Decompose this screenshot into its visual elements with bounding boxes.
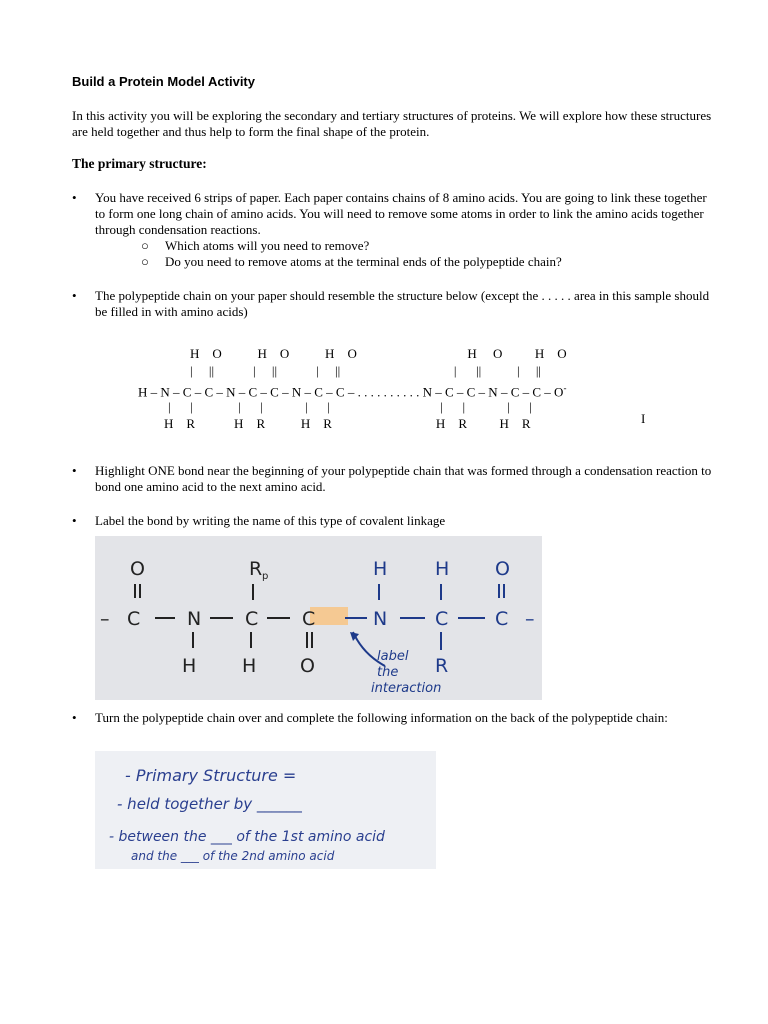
bullet-text: Highlight ONE bond near the beginning of your polypeptide chain that was formed through a condensation reaction to bond one amino acid to the next amino acid.	[95, 463, 712, 494]
intro-paragraph: In this activity you will be exploring the secondary and tertiary structures of proteins. We will explore how these structures are held together and thus help to form the final shape of the protein.	[72, 108, 712, 139]
bullet-text: Turn the polypeptide chain over and complete the following information on the back of the polypeptide chain:	[95, 710, 668, 725]
fig-label: C	[495, 608, 509, 630]
fig-label: H	[373, 558, 388, 580]
bullet-item	[72, 513, 712, 529]
fig-label: H	[242, 655, 257, 677]
fig-dash: –	[525, 608, 535, 630]
structure-line-5: H R H R H R H R H R	[164, 416, 531, 431]
bullet-text: Label the bond by writing the name of this type of covalent linkage	[95, 513, 446, 528]
structure-line-4: | | | | | | | | | |	[168, 399, 533, 414]
fig-label: H	[435, 558, 450, 580]
bullet-item	[72, 710, 712, 726]
fig-label: H	[182, 655, 197, 677]
bullet-dot-icon: •	[72, 463, 77, 478]
fig-label: O	[130, 558, 145, 580]
highlight-mark	[310, 607, 348, 625]
fig-label: N	[187, 608, 202, 630]
peptide-bond-photo	[95, 536, 542, 700]
bullet-text: You have received 6 strips of paper. Each paper contains chains of 8 amino acids. You are going to link these together to form one long chain of amino acids. You will need to remove some atoms in order to link the amino acids together through condensation reactions.	[95, 190, 707, 237]
peptide-bond-figure	[95, 536, 542, 700]
bullet-dot-icon: •	[72, 513, 77, 528]
bullet-dot-icon: •	[72, 710, 77, 725]
notes-line-2: - held together by ______	[117, 795, 302, 813]
fig-label: O	[300, 655, 315, 677]
circle-bullet-icon: ○	[141, 254, 149, 269]
circle-bullet-icon: ○	[141, 238, 149, 253]
sub-bullet-text: Do you need to remove atoms at the terminal ends of the polypeptide chain?	[165, 254, 562, 269]
fig-handwriting: interaction	[371, 681, 442, 696]
sub-bullet-item	[141, 238, 369, 254]
bullet-dot-icon: •	[72, 288, 77, 303]
sub-bullet-item	[141, 254, 562, 270]
fig-handwriting: label	[377, 649, 409, 664]
fig-label: C	[245, 608, 259, 630]
fig-label: O	[495, 558, 510, 580]
stray-character: I	[641, 411, 646, 426]
fig-label: C	[302, 608, 316, 630]
sub-bullet-text: Which atoms will you need to remove?	[165, 238, 370, 253]
fig-label: N	[373, 608, 388, 630]
fig-label: R	[435, 655, 449, 677]
fig-handwriting: the	[377, 665, 399, 680]
notes-line-1: - Primary Structure =	[125, 766, 297, 785]
primary-structure-heading: The primary structure:	[72, 156, 207, 171]
bullet-text: The polypeptide chain on your paper should resemble the structure below (except the . . . . . area in this sample should be filled in with amino acids)	[95, 288, 710, 319]
fig-label: C	[127, 608, 141, 630]
fig-label: C	[435, 608, 449, 630]
fig-label: R	[249, 558, 263, 580]
backbone-tail: -	[563, 383, 567, 393]
fig-label: p	[262, 571, 269, 582]
fig-dash: –	[100, 608, 110, 630]
backbone-text: H – N – C – C – N – C – C – N – C – C – . . . . . . . . . . N – C – C – N – C – C – O	[138, 384, 564, 400]
handwritten-notes-figure	[95, 751, 436, 869]
handwritten-notes-photo	[95, 751, 436, 869]
bullet-item	[72, 190, 712, 238]
structure-line-2: | || | || | || | || | ||	[190, 363, 542, 378]
bullet-dot-icon: •	[72, 190, 77, 205]
bullet-item	[72, 463, 712, 495]
notes-line-4: and the ___ of the 2nd amino acid	[131, 849, 335, 863]
structure-line-1: H O H O H O H O H O	[190, 346, 567, 361]
page-title: Build a Protein Model Activity	[72, 74, 255, 89]
bullet-item	[72, 288, 712, 320]
notes-line-3: - between the ___ of the 1st amino acid	[109, 829, 385, 845]
